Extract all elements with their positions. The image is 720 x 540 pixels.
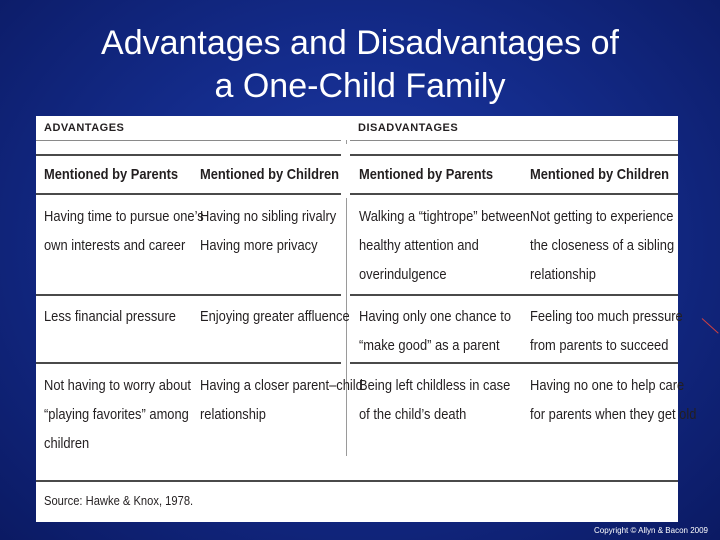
decorative-line <box>702 318 719 333</box>
table-cell: Walking a “tightrope” between healthy attention and overindulgence <box>359 208 530 283</box>
col-header-dis-children: Mentioned by Children <box>530 166 670 183</box>
col-header-dis-parents: Mentioned by Parents <box>359 166 494 183</box>
table-cell: Feeling too much pressure from parents to succeed <box>530 308 683 354</box>
table-cell: Having a closer parent–child relationship <box>200 377 363 423</box>
title-line-1: Advantages and Disadvantages of <box>101 24 619 62</box>
header-top-rule-right <box>350 154 678 156</box>
header-bottom-rule-left <box>36 193 341 195</box>
row-rule-1-left <box>36 294 341 296</box>
table-bottom-rule <box>36 480 678 482</box>
section-rule-left <box>36 140 341 141</box>
disadvantages-label: DISADVANTAGES <box>358 122 459 134</box>
source-citation: Source: Hawke & Knox, 1978. <box>44 493 194 508</box>
table-cell: Not having to worry about “playing favorites” among children <box>44 377 192 452</box>
table-cell: Having no one to help care for parents when they get old <box>530 377 697 423</box>
table-cell: Having time to pursue one’s own interests and career <box>44 208 204 254</box>
col-header-adv-parents: Mentioned by Parents <box>44 166 179 183</box>
comparison-table <box>36 116 697 522</box>
table-cell: Being left childless in case of the child’s death <box>359 377 511 423</box>
advantages-label: ADVANTAGES <box>44 122 125 134</box>
copyright-notice: Copyright © Allyn & Bacon 2009 <box>594 526 708 535</box>
header-bottom-rule-right <box>350 193 678 195</box>
col-header-adv-children: Mentioned by Children <box>200 166 340 183</box>
table-cell: Not getting to experience the closeness of a sibling relationship <box>530 208 675 283</box>
table-cell: Having no sibling rivalry Having more privacy <box>200 208 337 254</box>
table-cell: Less financial pressure <box>44 308 176 325</box>
slide-title <box>0 22 720 108</box>
section-rule-right <box>350 140 678 141</box>
row-rule-2-right <box>350 362 678 364</box>
title-line-2: a One-Child Family <box>214 67 506 105</box>
header-top-rule-left <box>36 154 341 156</box>
table-cell: Enjoying greater affluence <box>200 308 350 325</box>
table-cell: Having only one chance to “make good” as a parent <box>359 308 512 354</box>
row-rule-1-right <box>350 294 678 296</box>
row-rule-2-left <box>36 362 341 364</box>
